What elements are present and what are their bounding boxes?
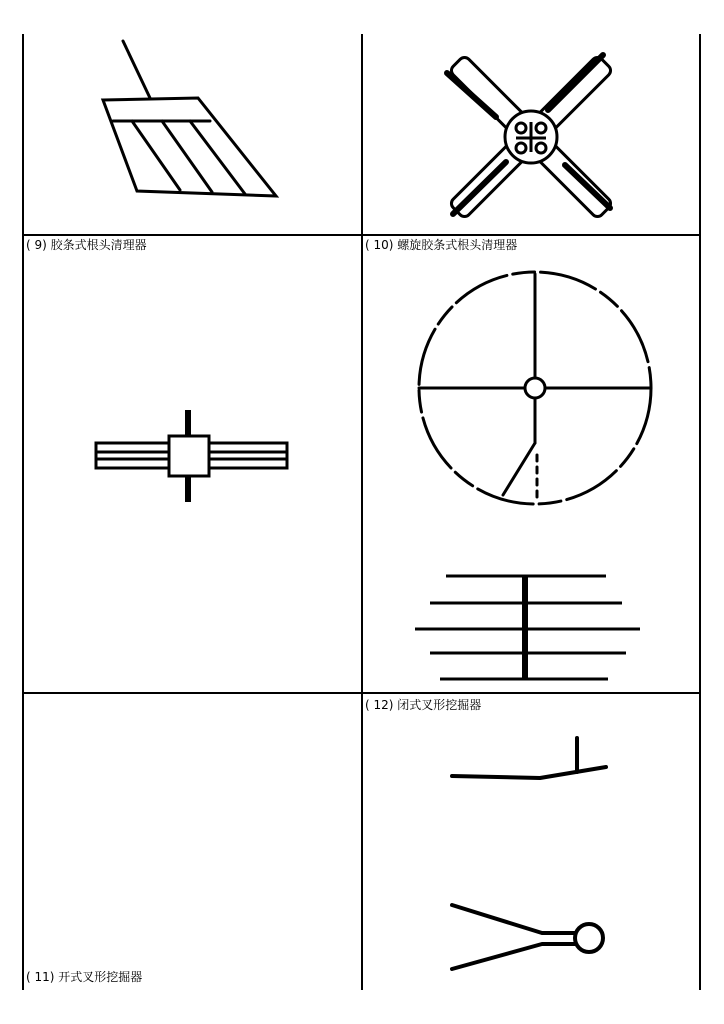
fork-prong-lower [452,944,575,969]
caption-12: ( 12) 闭式叉形挖掘器 [365,698,482,712]
caption-11: ( 11) 开式叉形挖掘器 [26,970,143,984]
fork-prong-upper [452,905,575,933]
caption-10: ( 10) 螺旋胶条式根头清理器 [365,238,518,252]
fork-ring [575,924,603,952]
caption-9: ( 9) 胶条式根头清理器 [26,238,147,252]
